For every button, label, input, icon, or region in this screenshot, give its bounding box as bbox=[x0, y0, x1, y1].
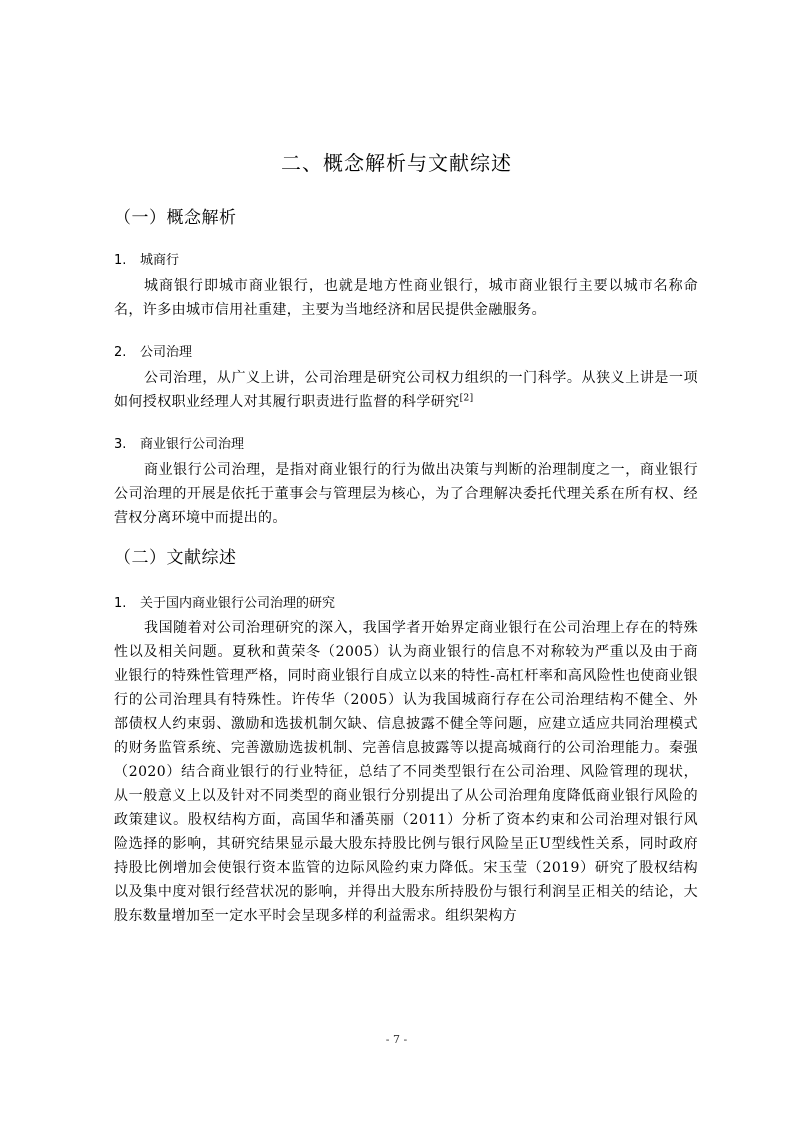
page-number: - 7 - bbox=[385, 1033, 408, 1046]
paragraph-bank-governance: 商业银行公司治理，是指对商业银行的行为做出决策与判断的治理制度之一，商业银行公司治理的开展是依托于董事会与管理层为核心，为了合理解决委托代理关系在所有权、经营权分离环境中而提出的。 bbox=[114, 462, 698, 526]
paragraph-corporate-governance bbox=[114, 366, 698, 414]
subsection-title: 公司治理 bbox=[140, 345, 193, 360]
chapter-title: 二、概念解析与文献综述 bbox=[281, 151, 512, 175]
subsection-number: 3. bbox=[114, 437, 127, 452]
paragraph-text: 公司治理，从广义上讲，公司治理是研究公司权力组织的一门科学。从狭义上讲是一项如何授权职业经理人对其履行职责进行监督的科学研究 bbox=[114, 370, 698, 410]
citation-reference[interactable]: [2] bbox=[459, 393, 474, 404]
subsection-number: 2. bbox=[114, 345, 127, 360]
subsection-title: 关于国内商业银行公司治理的研究 bbox=[140, 596, 336, 611]
section-title-literature-review: （二）文献综述 bbox=[114, 548, 237, 568]
subsection-number: 1. bbox=[114, 596, 127, 611]
subsection-heading-domestic-research bbox=[114, 592, 335, 611]
subsection-heading-corporate-governance bbox=[114, 341, 192, 360]
section-title-concepts: （一）概念解析 bbox=[114, 208, 237, 228]
paragraph-domestic-research: 我国随着对公司治理研究的深入，我国学者开始界定商业银行在公司治理上存在的特殊性以及相关问题。夏秋和黄荣冬（2005）认为商业银行的信息不对称较为严重以及由于商业银行的特殊性管理严格，同时商业银行自成立以来的特性-高杠杆率和高风险性也使商业银行的公司治理具有特殊性。许传华（2005）认为我国城商行存在公司治理结构不健全、外部债权人约束弱、激励和选拔机制欠缺、信息披露不健全等问题，应建立适应共同治理模式的财务监管系统、完善激励选拔机制、完善信息披露等以提高城商行的公司治理能力。秦强（2020）结合商业银行的行业特征，总结了不同类型银行在公司治理、风险管理的现状，从一般意义上以及针对不同类型的商业银行分别提出了从公司治理角度降低商业银行风险的政策建议。股权结构方面，高国华和潘英丽（2011）分析了资本约束和公司治理对银行风险选择的影响，其研究结果显示最大股东持股比例与银行风险呈正U型线性关系，同时政府持股比例增加会使银行资本监管的边际风险约束力降低。宋玉莹（2019）研究了股权结构以及集中度对银行经营状况的影响，并得出大股东所持股份与银行利润呈正相关的结论，大股东数量增加至一定水平时会呈现多样的利益需求。组织架构方 bbox=[114, 620, 698, 924]
subsection-heading-city-bank bbox=[114, 249, 179, 268]
paragraph-city-bank: 城商银行即城市商业银行，也就是地方性商业银行，城市商业银行主要以城市名称命名，许多由城市信用社重建，主要为当地经济和居民提供金融服务。 bbox=[114, 278, 698, 318]
subsection-number: 1. bbox=[114, 253, 127, 268]
subsection-heading-bank-governance bbox=[114, 433, 244, 452]
subsection-title: 商业银行公司治理 bbox=[140, 437, 245, 452]
subsection-title: 城商行 bbox=[140, 253, 180, 268]
